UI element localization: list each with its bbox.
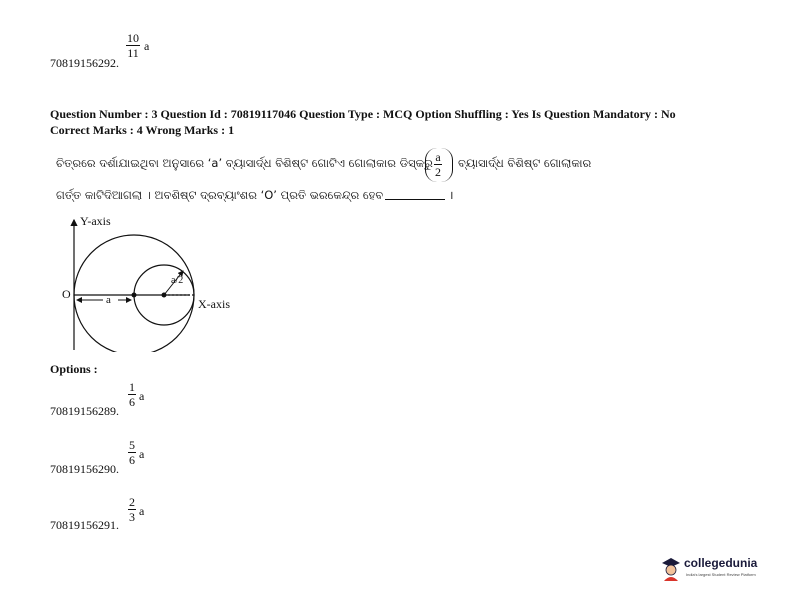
option-1-fraction[interactable] (128, 381, 136, 408)
fraction-denominator: 2 (435, 165, 441, 179)
question-text-end: । (449, 188, 454, 202)
prev-option-variable: a (144, 39, 150, 53)
fraction-numerator: a (435, 150, 441, 164)
origin-label: O (62, 287, 71, 301)
small-radius-numerator: a (171, 275, 176, 286)
option-2-fraction[interactable] (128, 439, 136, 466)
x-axis-label: X-axis (198, 297, 230, 311)
fraction-denominator: 3 (129, 510, 135, 524)
fraction-denominator: 6 (129, 453, 135, 467)
options-label: Options : (50, 362, 98, 376)
large-circle-center (132, 293, 137, 298)
question-text-line2 (56, 188, 454, 203)
fraction-numerator: 10 (127, 31, 139, 45)
logo-name: collegedunia (684, 556, 758, 570)
option-1-id[interactable]: 70819156289. (50, 404, 119, 418)
option-1-variable: a (139, 389, 145, 403)
y-axis-label: Y-axis (80, 214, 111, 228)
option-2-variable: a (139, 447, 145, 461)
prev-option-fraction (126, 32, 140, 59)
option-3-fraction[interactable] (128, 496, 136, 523)
fraction-numerator: 1 (129, 380, 135, 394)
question-text-part3: ଗର୍ତ୍ତ କାଟିଦିଆଗଲା । ଅବଶିଷ୍ଟ ଦ୍ରବ୍ୟାଂଶର ‘O’ ପ୍ରତି ଭରକେନ୍ଦ୍ର ହେବ (56, 188, 384, 202)
option-3-variable: a (139, 504, 145, 518)
small-radius-denominator: 2 (178, 275, 184, 286)
small-radius-label: a/2 (171, 275, 184, 286)
answer-blank (385, 199, 445, 200)
disc-diagram (55, 212, 255, 352)
logo-tagline: India's largest Student Review Platform (686, 572, 756, 577)
fraction-numerator: 2 (129, 495, 135, 509)
graduate-icon (660, 555, 682, 581)
question-text-part2: ବ୍ୟାସାର୍ଦ୍ଧ ବିଶିଷ୍ଟ ଗୋଲାକାର (458, 156, 592, 170)
option-2-id[interactable]: 70819156290. (50, 462, 119, 476)
question-text-part1: ଚିତ୍ରରେ ଦର୍ଶାଯାଇଥିବା ଅନୁସାରେ ‘a’ ବ୍ୟାସାର୍ଦ୍ଧ ବିଶିଷ୍ଟ ଗୋଟିଏ ଗୋଲାକାର ଡିସ୍କରୁ (56, 156, 433, 170)
question-header-line1: Question Number : 3 Question Id : 70819117046 Question Type : MCQ Option Shuffling : Yes Is Question Mandatory : No (50, 107, 676, 121)
fraction-denominator: 6 (129, 395, 135, 409)
collegedunia-logo (660, 555, 770, 585)
option-3-id[interactable]: 70819156291. (50, 518, 119, 532)
fraction-numerator: 5 (129, 438, 135, 452)
radius-label: a (106, 294, 111, 306)
prev-option-id: 70819156292. (50, 56, 119, 70)
question-paren-fraction (425, 148, 453, 182)
fraction-denominator: 11 (127, 46, 139, 60)
question-header-line2: Correct Marks : 4 Wrong Marks : 1 (50, 123, 235, 137)
